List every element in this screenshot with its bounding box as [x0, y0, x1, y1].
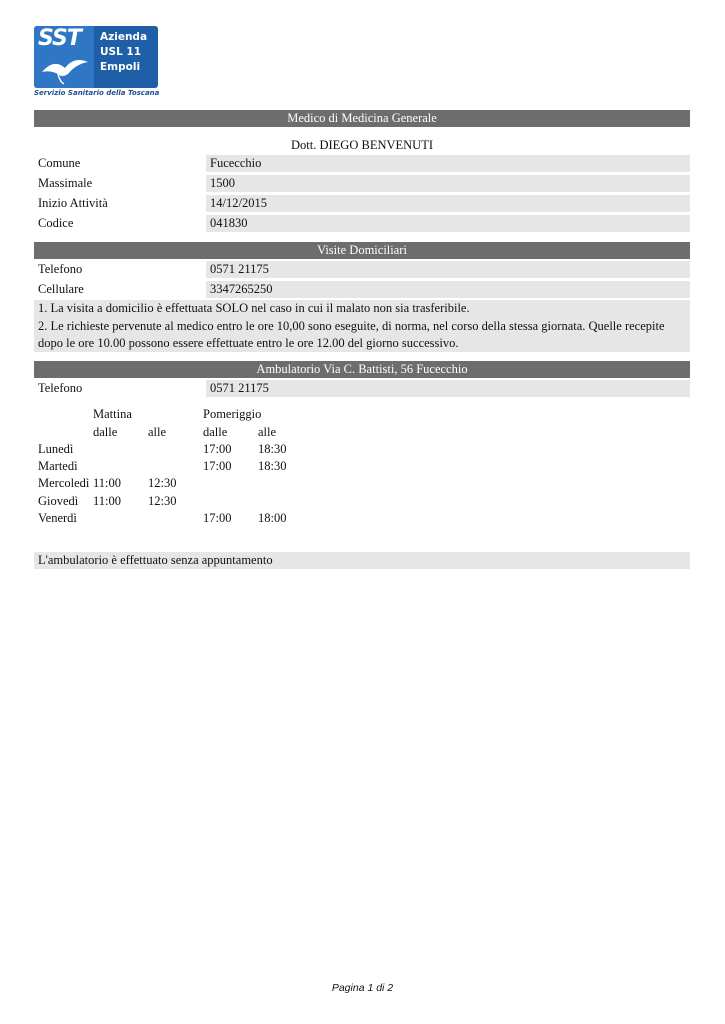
- logo-line-3: Empoli: [100, 61, 141, 73]
- schedule-mattina-alle: 12:30: [148, 476, 177, 490]
- logo-line-1: Azienda: [100, 31, 148, 43]
- schedule-day: Mercoledì: [38, 476, 90, 490]
- visite-notes: [34, 300, 690, 352]
- comune-value: Fucecchio: [206, 155, 690, 172]
- visite-telefono-label: Telefono: [38, 262, 83, 276]
- header-pomeriggio-alle: alle: [258, 425, 277, 439]
- schedule-pomeriggio-alle: 18:30: [258, 442, 287, 456]
- comune-label: Comune: [38, 156, 81, 170]
- schedule-mattina-dalle: 11:00: [93, 494, 122, 508]
- massimale-value: 1500: [206, 175, 690, 192]
- asl-logo: [34, 26, 159, 100]
- page-number: Pagina 1 di 2: [331, 982, 394, 994]
- ambulatorio-telefono-label: Telefono: [38, 381, 83, 395]
- header-mattina: Mattina: [93, 407, 132, 421]
- codice-label: Codice: [38, 216, 74, 230]
- section-header-ambulatorio: Ambulatorio Via C. Battisti, 56 Fucecchio: [34, 361, 690, 378]
- codice-value: 041830: [206, 215, 690, 232]
- schedule-day: Venerdì: [38, 511, 77, 525]
- cellulare-value: 3347265250: [206, 281, 690, 298]
- logo-subtitle: Servizio Sanitario della Toscana: [34, 89, 160, 97]
- visite-note-2: 2. Le richieste pervenute al medico entro le ore 10,00 sono eseguite, di norma, nel corso della stessa giornata. Quelle recepite dopo le ore 10.00 possono essere effettuate entro le ore 12.00 del giorno successivo.: [38, 318, 665, 350]
- header-mattina-dalle: dalle: [93, 425, 118, 439]
- section-header-medico: Medico di Medicina Generale: [34, 110, 690, 127]
- schedule-pomeriggio-dalle: 17:00: [203, 459, 232, 473]
- ambulatorio-telefono-value: 0571 21175: [206, 380, 690, 397]
- visite-note-1: 1. La visita a domicilio è effettuata SOLO nel caso in cui il malato non sia trasferibile.: [38, 301, 470, 315]
- schedule-mattina-alle: 12:30: [148, 494, 177, 508]
- logo-line-2: USL 11: [100, 46, 142, 58]
- massimale-label: Massimale: [38, 176, 93, 190]
- schedule-pomeriggio-alle: 18:30: [258, 459, 287, 473]
- visite-telefono-value: 0571 21175: [206, 261, 690, 278]
- schedule-day: Lunedì: [38, 442, 74, 456]
- doctor-name: Dott. DIEGO BENVENUTI: [291, 138, 433, 152]
- inizio-attivita-value: 14/12/2015: [206, 195, 690, 212]
- seagull-icon: [38, 48, 92, 86]
- schedule-mattina-dalle: 11:00: [93, 476, 122, 490]
- schedule-pomeriggio-dalle: 17:00: [203, 511, 232, 525]
- schedule-pomeriggio-alle: 18:00: [258, 511, 287, 525]
- header-pomeriggio: Pomeriggio: [203, 407, 262, 421]
- header-pomeriggio-dalle: dalle: [203, 425, 228, 439]
- schedule-day: Martedì: [38, 459, 78, 473]
- section-header-visite: Visite Domiciliari: [34, 242, 690, 259]
- ambulatorio-note: L'ambulatorio è effettuato senza appuntamento: [34, 552, 690, 569]
- header-mattina-alle: alle: [148, 425, 167, 439]
- schedule-pomeriggio-dalle: 17:00: [203, 442, 232, 456]
- logo-mark: SST: [38, 26, 81, 51]
- schedule-day: Giovedì: [38, 494, 79, 508]
- logo-text: [100, 30, 147, 75]
- cellulare-label: Cellulare: [38, 282, 84, 296]
- inizio-attivita-label: Inizio Attività: [38, 196, 108, 210]
